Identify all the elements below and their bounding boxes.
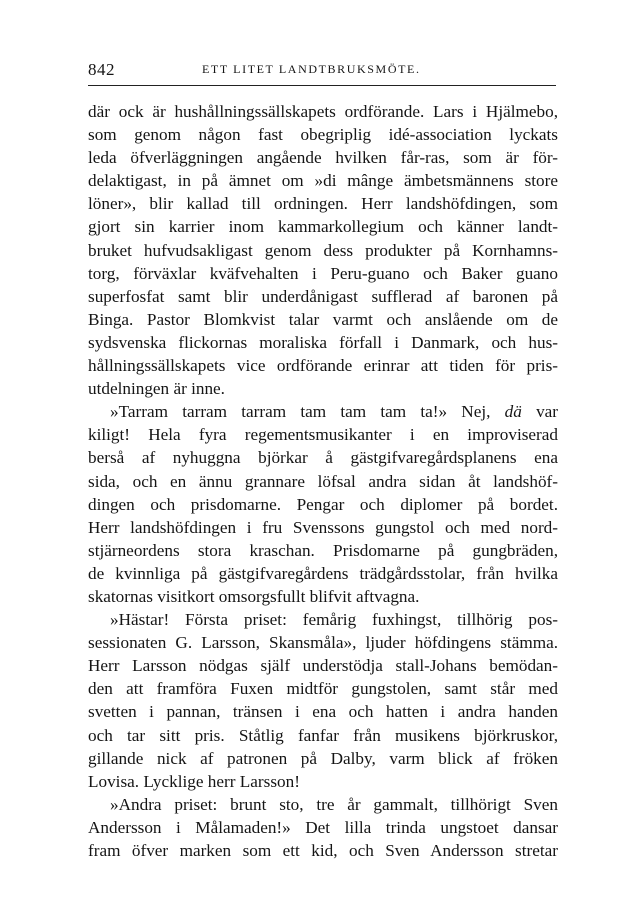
- text-line: Andersson i Målamaden!» Det lilla trinda ungstoet dansar: [88, 817, 558, 837]
- text-line: och tar sitt pris. Ståtlig fanfar från musikens björkruskor,: [88, 725, 558, 745]
- text-line: som genom någon fast obegriplig idé-association lyckats: [88, 125, 558, 145]
- text-line: »Hästar! Första priset: femårig fuxhingst, tillhörig pos-: [110, 610, 558, 630]
- text-line: bruket hufvudsakligast genom dess produkter på Kornhamns-: [88, 240, 558, 260]
- text-line: gjort sin karrier inom kammarkollegium och känner landt-: [88, 217, 558, 237]
- text-line: dingen och prisdomarne. Pengar och diplomer på bordet.: [88, 494, 558, 514]
- text-line: superfosfat samt blir underdånigast sufflerad af baronen på: [88, 286, 558, 306]
- text-line: [88, 400, 558, 423]
- italic-word: dä: [504, 402, 522, 422]
- text-line: skatornas visitkort omsorgsfullt blifvit aftvagna.: [88, 586, 420, 606]
- text-line: leda öfverläggningen angående hvilken får-ras, som är för-: [88, 148, 558, 168]
- running-title: ETT LITET LANDTBRUKSMÖTE.: [202, 62, 421, 76]
- text-line: utdelningen är inne.: [88, 379, 225, 399]
- text-line: berså af nyhuggna björkar å gästgifvaregårdsplanens ena: [88, 448, 558, 468]
- text-line: gillande nick af patronen på Dalby, varm blick af fröken: [88, 748, 558, 768]
- text-line: Binga. Pastor Blomkvist talar varmt och anslående om de: [88, 309, 558, 329]
- text-line: Herr landshöfdingen i fru Svenssons gungstol och med nord-: [88, 517, 558, 537]
- text-line: delaktigast, in på ämnet om »di mânge ämbetsmännens store: [88, 171, 558, 191]
- text-line: sydsvenska flickornas moraliska förfall i Danmark, och hus-: [88, 332, 558, 352]
- text-line: svetten i pannan, tränsen i ena och hatten i andra handen: [88, 702, 558, 722]
- text-line: sessionaten G. Larsson, Skansmåla», ljuder höfdingens stämma.: [88, 633, 558, 653]
- text-line: Herr Larsson nödgas själf understödja stall-Johans bemödan-: [88, 656, 558, 676]
- text-line: där ock är hushållningssällskapets ordförande. Lars i Hjälmebo,: [88, 102, 558, 121]
- text-line: stjärneordens stora kraschan. Prisdomarne på gungbräden,: [88, 540, 558, 560]
- text-line: kiligt! Hela fyra regementsmusikanter i en improviserad: [88, 425, 558, 445]
- text-line: löner», blir kallad till ordningen. Herr landshöfdingen, som: [88, 194, 558, 214]
- page-header: [88, 54, 558, 84]
- text-line: den att framföra Fuxen midtför gungstolen, samt står med: [88, 679, 558, 699]
- page-number: 842: [88, 60, 115, 79]
- text-line: de kvinnliga på gästgifvaregårdens trädgårdsstolar, från hvilka: [88, 563, 558, 583]
- line-segment: »Tarram tarram tarram tam tam tam ta!» Nej,: [110, 402, 491, 422]
- header-rule: [88, 85, 556, 86]
- text-line: sida, och en ännu grannare löfsal andra sidan åt landshöf-: [88, 471, 558, 491]
- line-segment: var: [536, 402, 559, 422]
- text-line: »Andra priset: brunt sto, tre år gammalt, tillhörigt Sven: [110, 794, 558, 814]
- text-line: torg, förväxlar kväfvehalten i Peru-guano och Baker guano: [88, 263, 558, 283]
- text-line: fram öfver marken som ett kid, och Sven Andersson stretar: [88, 841, 558, 860]
- text-line: hållningssällskapets vice ordförande erinrar att tiden för pris-: [88, 356, 558, 376]
- text-line: Lovisa. Lycklige herr Larsson!: [88, 771, 300, 791]
- body-text: [88, 100, 558, 862]
